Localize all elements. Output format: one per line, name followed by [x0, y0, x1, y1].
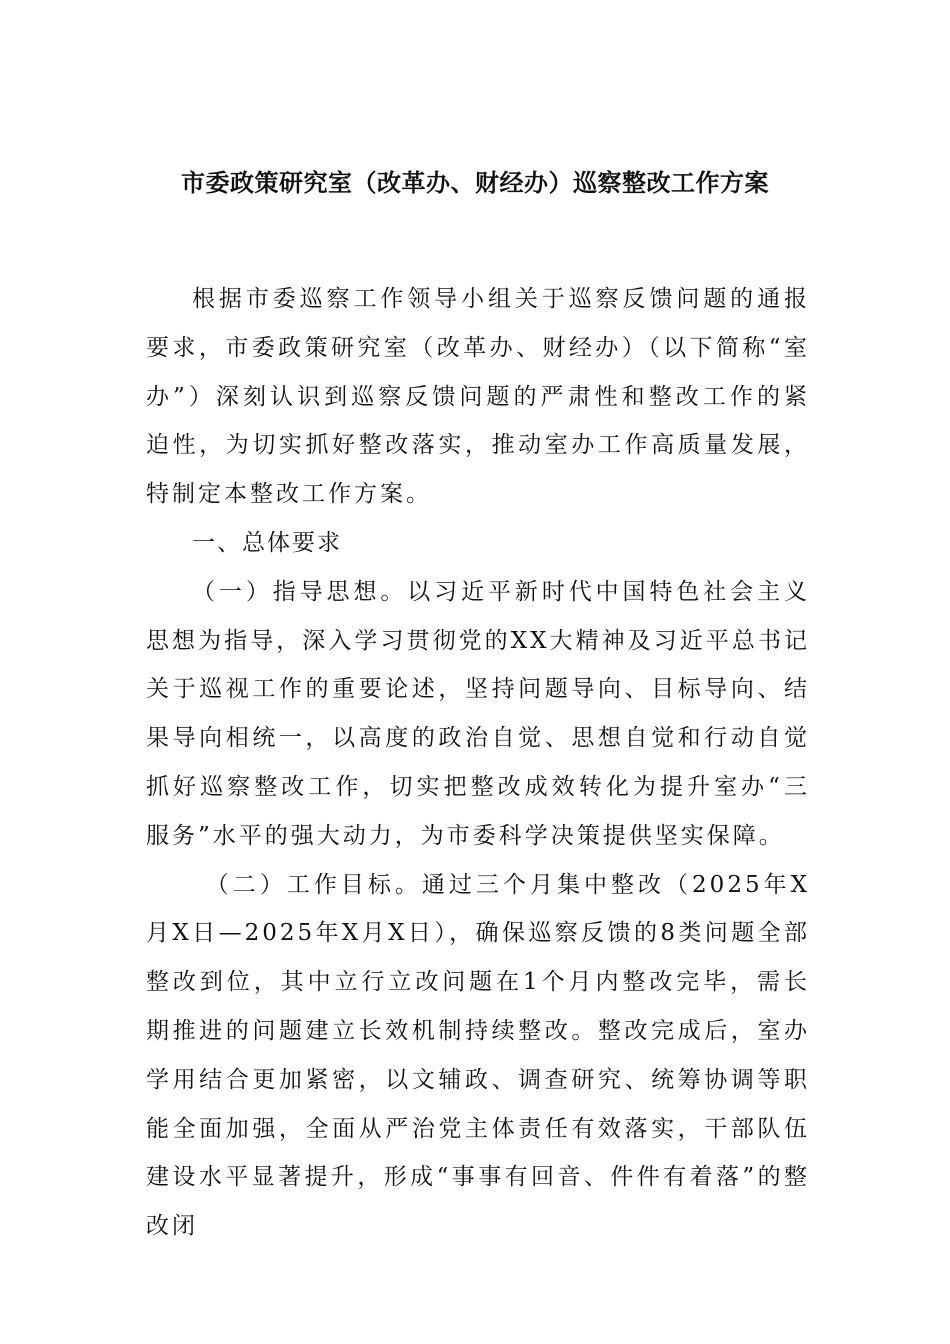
- work-goals-paragraph: （二）工作目标。通过三个月集中整改（2025年X月X日—2025年X月X日），确保巡察反馈的8类问题全部整改到位，其中立行立改问题在1个月内整改完毕，需长期推进的问题建立长效机制持续整改。整改完成后，室办学用结合更加紧密，以文辅政、调查研究、统筹协调等职能全面加强，全面从严治党主体责任有效落实，干部队伍建设水平显著提升，形成“事事有回音、件件有着落”的整改闭: [146, 871, 810, 1240]
- intro-paragraph: 根据市委巡察工作领导小组关于巡察反馈问题的通报要求，市委政策研究室（改革办、财经办）（以下简称“室办”）深刻认识到巡察反馈问题的严肃性和整改工作的紧迫性，为切实抓好整改落实，推动室办工作高质量发展，特制定本整改工作方案。: [146, 286, 810, 508]
- section-heading-general-requirements: 一、总体要求: [192, 529, 342, 556]
- document-title: 市委政策研究室（改革办、财经办）巡察整改工作方案: [181, 169, 769, 197]
- document-body: [146, 275, 810, 1251]
- guiding-ideology-paragraph: （一）指导思想。以习近平新时代中国特色社会主义思想为指导，深入学习贯彻党的XX大精神及习近平总书记关于巡视工作的重要论述，坚持问题导向、目标导向、结果导向相统一，以高度的政治自觉、思想自觉和行动自觉抓好巡察整改工作，切实把整改成效转化为提升室办“三服务”水平的强大动力，为市委科学决策提供坚实保障。: [146, 578, 810, 849]
